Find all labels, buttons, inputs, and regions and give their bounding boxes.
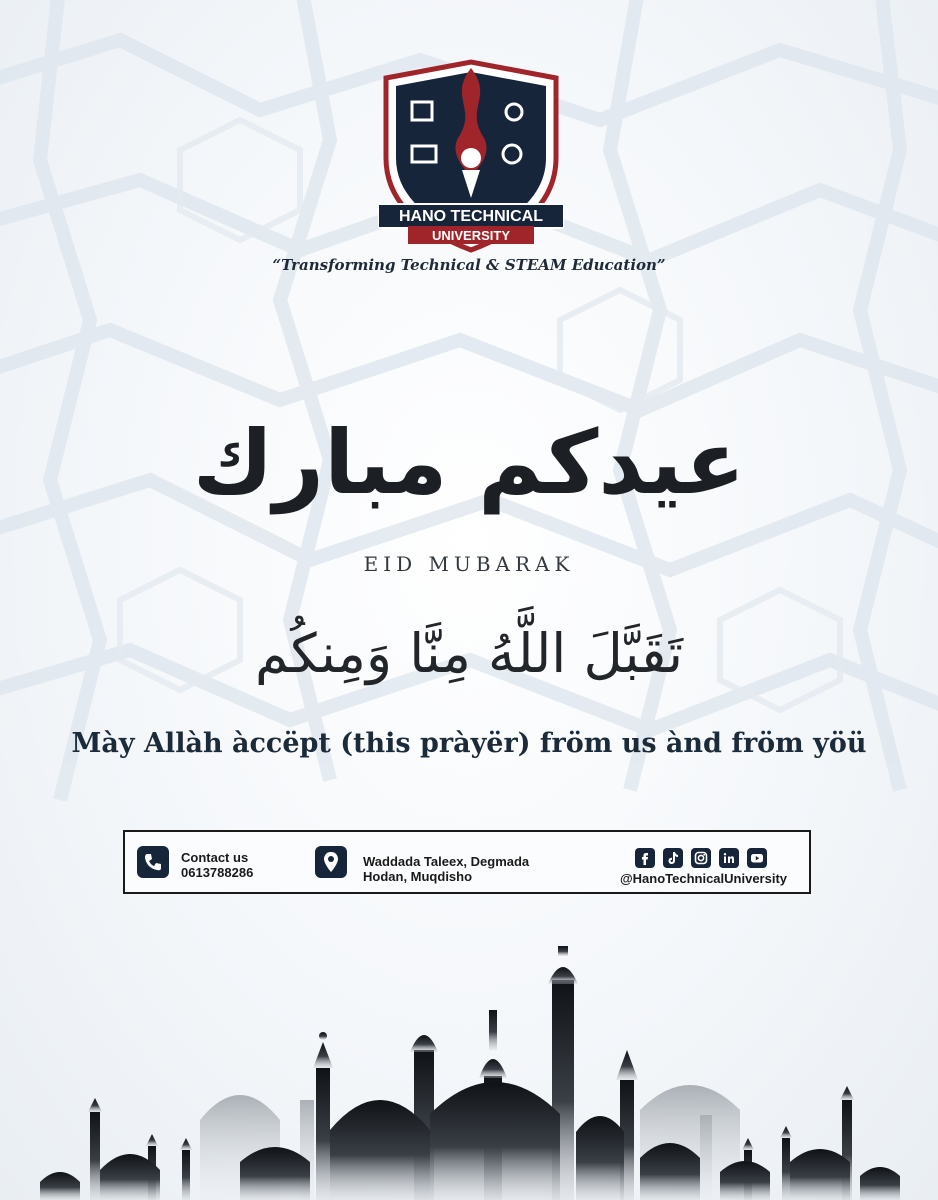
dua-arabic-calligraphy: تَقَبَّلَ اللَّهُ مِنَّا وَمِنكُم (254, 622, 684, 685)
tiktok-icon[interactable] (663, 848, 683, 868)
phone-icon (137, 846, 169, 878)
mosque-skyline-silhouette (0, 900, 938, 1200)
university-crest-logo (378, 58, 564, 254)
address-line2: Hodan, Muqdisho (363, 869, 473, 884)
eid-mubarak-title: EID MUBARAK (363, 552, 575, 576)
location-pin-icon (315, 846, 347, 878)
instagram-icon[interactable] (691, 848, 711, 868)
address-line1: Waddada Taleex, Degmada (363, 854, 530, 869)
youtube-icon[interactable] (747, 848, 767, 868)
contact-bar (123, 830, 811, 894)
logo-text-line1: HANO TECHNICAL (399, 208, 543, 225)
social-handle[interactable]: @HanoTechnicalUniversity (619, 871, 788, 886)
dua-translation: Mày Allàh àccëpt (this pràyër) fröm us ànd fröm yöü (71, 728, 867, 759)
contact-label: Contact us (181, 850, 249, 865)
linkedin-icon[interactable] (719, 848, 739, 868)
tagline: “Transforming Technical & STEAM Education” (272, 256, 666, 274)
facebook-icon[interactable] (635, 848, 655, 868)
logo-text-line2: UNIVERSITY (431, 228, 511, 243)
contact-phone[interactable]: 0613788286 (181, 865, 254, 880)
eid-mubarak-arabic-calligraphy: عيدكم مبارك (192, 411, 746, 514)
